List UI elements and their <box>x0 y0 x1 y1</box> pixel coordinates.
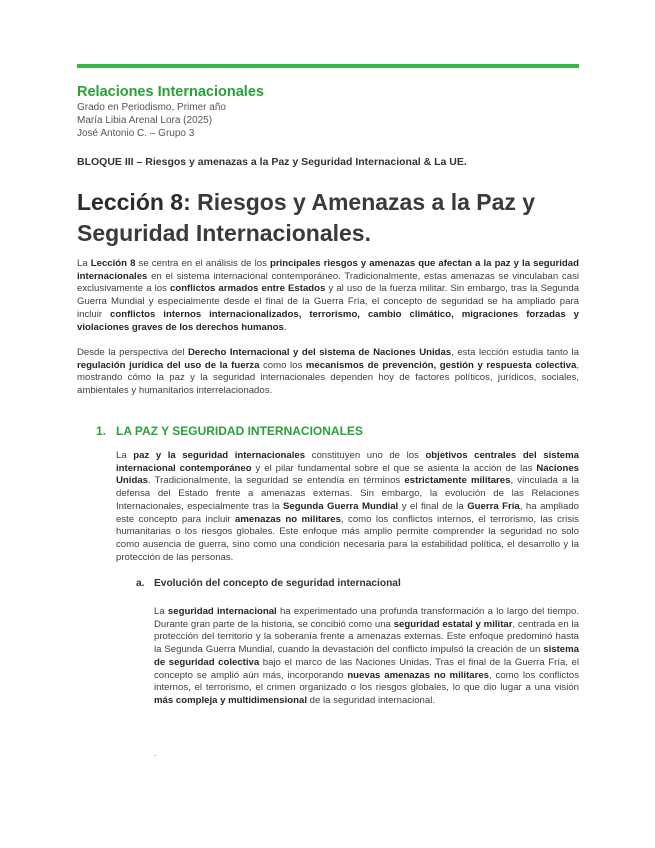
emphasis-text: Guerra Fría <box>467 500 520 512</box>
emphasis-text: Segunda Guerra Mundial <box>283 500 399 512</box>
body-text: , esta lección estudia tanto la <box>451 347 579 358</box>
intro-paragraph-1 <box>77 258 579 334</box>
body-text: La <box>77 258 91 269</box>
emphasis-text: principales riesgos y amenazas que afectan a la paz y la seguridad internacionales <box>77 258 579 282</box>
emphasis-text: Lección 8 <box>90 258 136 269</box>
emphasis-text: amenazas no militares <box>235 513 341 525</box>
body-text: en el sistema internacional contemporáneo. Tradicionalmente, estas amenazas se vinculaban casi exclusivamente a los <box>77 270 579 295</box>
body-text: , ha ampliado este concepto para incluir <box>116 500 580 525</box>
body-text: , centrada en la protección del territorio y la soberanía frente a amenazas externas. Este enfoque predominó hasta la Segunda Guerra Mundial, cuando la devastación del conflicto impulsó la creación de un <box>154 618 579 656</box>
intro-paragraph-2 <box>77 347 579 398</box>
emphasis-text: mecanismos de prevención, gestión y respuesta colectiva <box>305 359 577 371</box>
meta-degree: Grado en Periodismo, Primer año <box>77 102 226 113</box>
body-text: Desde la perspectiva del <box>77 347 188 358</box>
emphasis-text: seguridad internacional <box>167 606 277 617</box>
emphasis-text: Naciones Unidas <box>116 462 579 487</box>
body-text: , como los conflictos internos, el terrorismo, las crisis humanitarias o los riesgos globales. Este enfoque más amplio permite comprender la seguridad no solo como ausencia de guerra, sino como una condición necesaria para la estabilidad política, el desarrollo y la protección de las personas. <box>116 513 579 563</box>
author-meta <box>77 101 226 140</box>
section-title: LA PAZ Y SEGURIDAD INTERNACIONALES <box>116 424 363 438</box>
body-text: y al uso de la fuerza militar. Sin embargo, tras la Segunda Guerra Mundial y especialmente desde el final de la Guerra Fría, el concepto de seguridad se ha ampliado para incluir <box>77 283 579 320</box>
subsection-letter: a. <box>136 578 145 589</box>
emphasis-text: regulación jurídica del uso de la fuerza <box>77 359 260 371</box>
body-text: . <box>283 321 287 333</box>
meta-student: José Antonio C. – Grupo 3 <box>77 128 195 139</box>
body-text: . Tradicionalmente, la seguridad se entendía en términos <box>148 475 405 487</box>
course-title: Relaciones Internacionales <box>77 84 264 100</box>
lesson-title <box>77 187 577 249</box>
emphasis-text: sistema de seguridad colectiva <box>154 644 579 668</box>
emphasis-text: conflictos armados entre Estados <box>170 283 326 295</box>
body-text: , como los conflictos internos, el terrorismo, el crimen organizado o los riesgos globales, lo que dio lugar a una visión <box>154 669 579 694</box>
body-text: y el final de la <box>398 500 468 512</box>
emphasis-text: paz y la seguridad internacionales <box>133 450 306 461</box>
lesson-number: Lección 8: <box>77 189 191 215</box>
emphasis-text: nuevas amenazas no militares <box>347 669 490 681</box>
body-text: ha experimentado una profunda transformación a lo largo del tiempo. Durante gran parte de la historia, se concibió como una <box>154 606 579 630</box>
body-text: se centra en el análisis de los <box>135 258 270 269</box>
body-text: bajo el marco de las Naciones Unidas. Tras el final de la Guerra Fría, el concepto se amplió aún más, incorporando <box>154 656 579 681</box>
subsection-heading <box>136 578 401 589</box>
body-text: como los <box>259 359 306 371</box>
emphasis-text: más compleja y multidimensional <box>154 694 308 706</box>
stray-mark: . <box>154 748 157 758</box>
body-text: , mostrando cómo la paz y la seguridad internacionales dependen hoy de factores políticos, jurídicos, sociales, ambientales y humanitarios interrelacionados. <box>77 359 579 397</box>
emphasis-text: objetivos centrales del sistema internacional contemporáneo <box>116 450 579 474</box>
body-text: , vinculada a la defensa del Estado frente a amenazas externas. Sin embargo, la evolución de las Relaciones Internacionales, especialmente tras la <box>116 475 580 512</box>
header-accent-rule <box>77 64 579 68</box>
block-heading: BLOQUE III – Riesgos y amenazas a la Paz y Seguridad Internacional & La UE. <box>77 156 467 168</box>
emphasis-text: conflictos internos internacionalizados, terrorismo, cambio climático, migraciones forzadas y violaciones graves de los derechos humanos <box>77 308 579 333</box>
subsection-paragraph <box>154 606 579 708</box>
body-text: constituyen uno de los <box>305 450 426 461</box>
body-text: y el pilar fundamental sobre el que se asienta la acción de las <box>251 462 537 474</box>
body-text: La <box>116 450 134 461</box>
emphasis-text: estrictamente militares <box>404 475 511 487</box>
lesson-name: Riesgos y Amenazas a la Paz y Seguridad Internacionales. <box>77 189 536 246</box>
body-text: La <box>154 606 168 617</box>
emphasis-text: seguridad estatal y militar <box>393 618 513 630</box>
subsection-title: Evolución del concepto de seguridad internacional <box>154 578 401 589</box>
meta-professor: María Libia Arenal Lora (2025) <box>77 115 213 126</box>
section-paragraph <box>116 450 579 564</box>
emphasis-text: Derecho Internacional y del sistema de Naciones Unidas <box>187 347 452 358</box>
body-text: de la seguridad internacional. <box>307 694 436 706</box>
section-number: 1. <box>96 424 107 438</box>
section-heading <box>96 424 363 438</box>
